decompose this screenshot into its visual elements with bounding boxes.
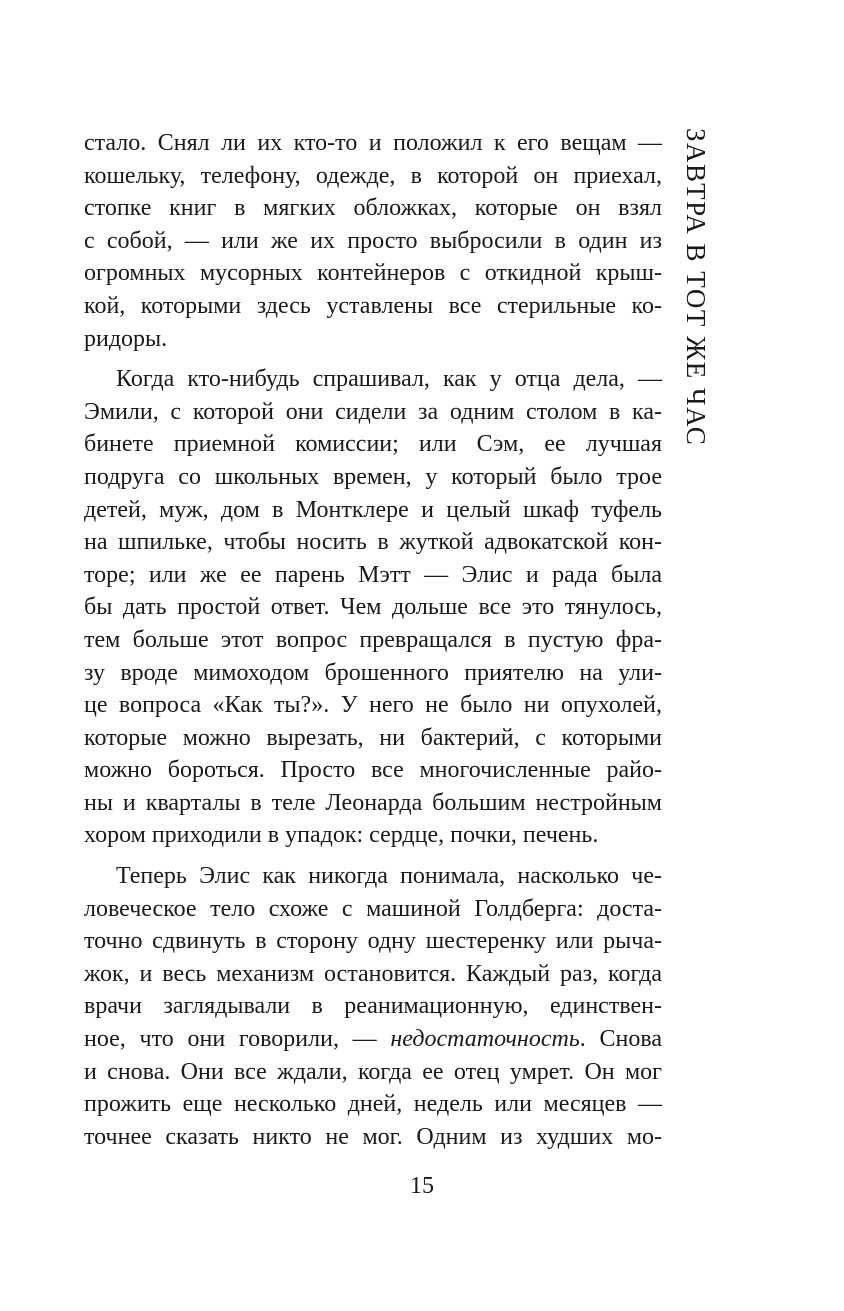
text-line: ридоры. <box>84 325 168 352</box>
running-head: ЗАВТРА В ТОТ ЖЕ ЧАС <box>681 128 711 447</box>
italic-word: недостаточность <box>390 1026 580 1053</box>
text-line: детей, муж, дом в Монтклере и целый шкаф туфель <box>84 496 662 523</box>
page-number: 15 <box>410 1173 434 1199</box>
text-line: бы дать простой ответ. Чем дольше все это тянулось, <box>84 594 662 621</box>
paragraph-3 <box>84 860 662 1153</box>
text-line: бинете приемной комиссии; или Сэм, ее лучшая <box>84 431 662 458</box>
text-line: торе; или же ее парень Мэтт — Элис и рада была <box>84 561 662 588</box>
text-line: и снова. Они все ждали, когда ее отец умрет. Он мог <box>84 1058 662 1085</box>
text-line: ловеческое тело схоже с машиной Голдберга: доста- <box>84 895 662 922</box>
text-line: тем больше этот вопрос превращался в пустую фра- <box>84 626 662 653</box>
body-text <box>84 127 662 1153</box>
paragraph-2 <box>84 363 662 852</box>
text-line: огромных мусорных контейнеров с откидной крыш- <box>84 260 662 287</box>
text-line: точнее сказать никто не мог. Одним из худших мо- <box>84 1123 662 1150</box>
text-line: Эмили, с которой они сидели за одним столом в ка- <box>84 398 662 425</box>
text-line: це вопроса «Как ты?». У него не было ни опухолей, <box>84 692 662 719</box>
text-segment: . Снова <box>579 1026 662 1053</box>
text-line: можно бороться. Просто все многочисленные райо- <box>84 757 662 784</box>
text-line: подруга со школьных времен, у который было трое <box>84 463 662 490</box>
text-segment: ное, что они говорили, — <box>84 1026 391 1053</box>
text-line: ны и кварталы в теле Леонарда большим нестройным <box>84 789 662 816</box>
text-line: жок, и весь механизм остановится. Каждый раз, когда <box>84 960 662 987</box>
text-line: которые можно вырезать, ни бактерий, с которыми <box>84 724 662 751</box>
text-line: точно сдвинуть в сторону одну шестеренку или рыча- <box>84 928 662 955</box>
text-line: Когда кто-нибудь спрашивал, как у отца дела, — <box>116 366 662 393</box>
text-line: стопке книг в мягких обложках, которые он взял <box>84 195 662 222</box>
text-line: кой, которыми здесь уставлены все стерильные ко- <box>84 292 662 319</box>
text-line: прожить еще несколько дней, недель или месяцев — <box>84 1091 662 1118</box>
text-line: Теперь Элис как никогда понимала, насколько че- <box>116 863 662 890</box>
text-line: врачи заглядывали в реанимационную, единствен- <box>84 993 662 1020</box>
text-line: стало. Снял ли их кто-то и положил к его вещам — <box>84 130 662 156</box>
text-line: кошельку, телефону, одежде, в которой он приехал, <box>84 162 662 189</box>
text-line: на шпильке, чтобы носить в жуткой адвокатской кон- <box>84 529 662 556</box>
paragraph-1 <box>84 127 662 355</box>
text-line-with-italic <box>84 1023 662 1056</box>
text-line: хором приходили в упадок: сердце, почки, печень. <box>84 822 599 849</box>
text-line: зу вроде мимоходом брошенного приятелю на ули- <box>84 659 662 686</box>
text-line: с собой, — или же их просто выбросили в один из <box>84 227 662 254</box>
